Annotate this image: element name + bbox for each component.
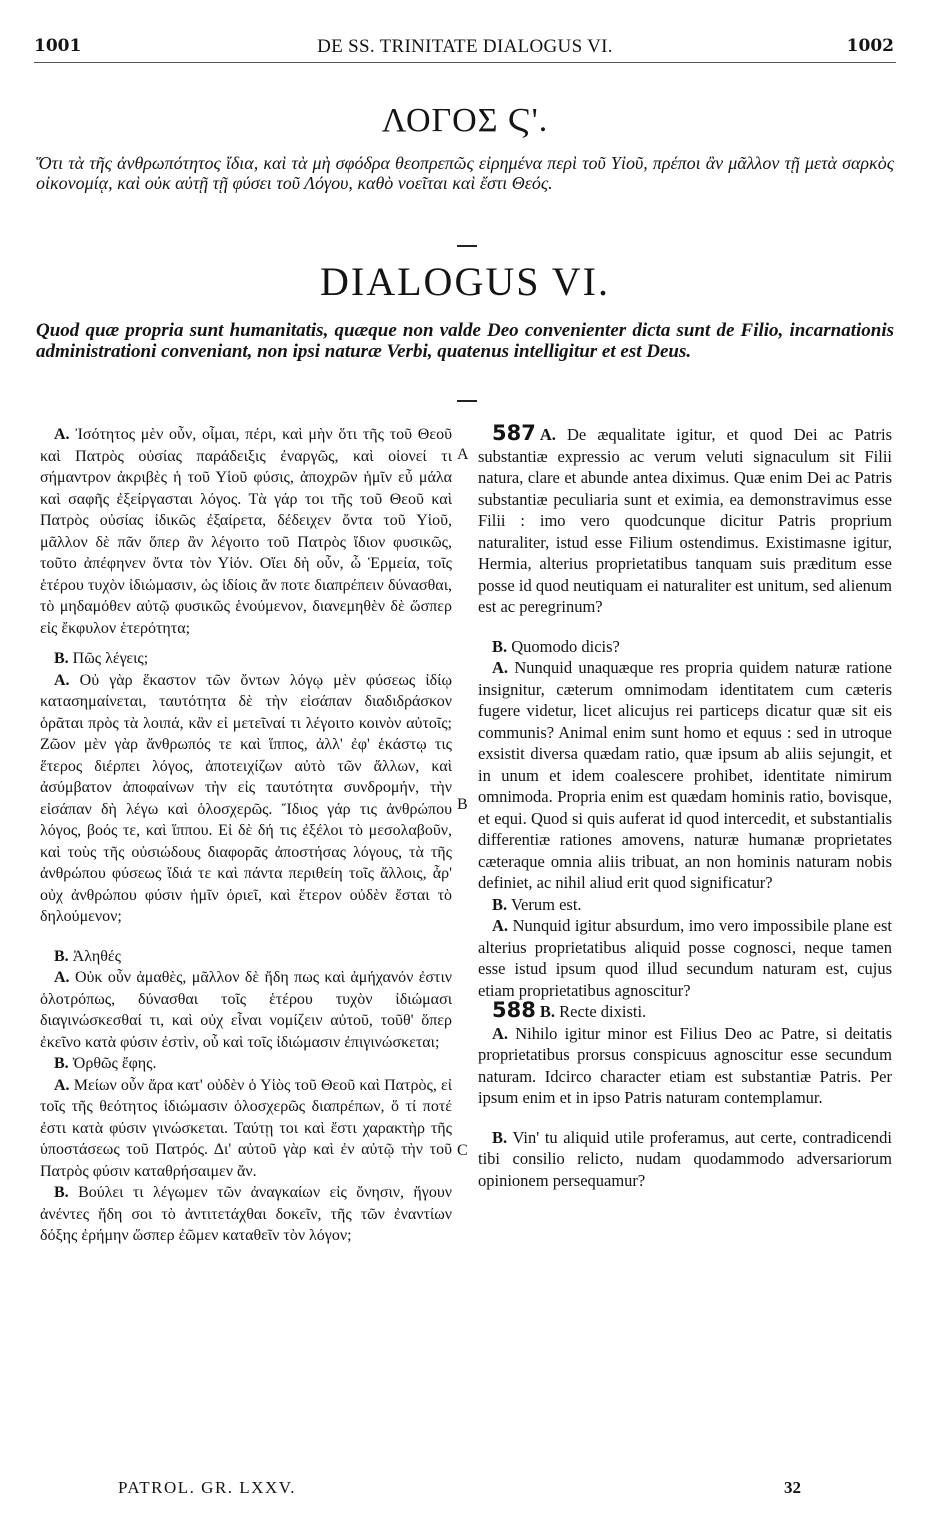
greek-heading: ΛΟΓΟΣ Ϛ'. [381, 102, 549, 139]
margin-letter: A [457, 446, 469, 463]
volume-signature: PATROL. GR. LXXV. [118, 1478, 297, 1497]
running-title: DE SS. TRINITATE DIALOGUS VI. [317, 36, 613, 57]
paragraph-text: Vin' tu aliquid utile proferamus, aut certe, contradicendi tibi consilio relicto, nudam quodammodo adversariorum opinionem persequamur? [478, 1127, 893, 1190]
paragraph-text: Nunquid unaquæque res propria quidem naturæ ratione insignitur, cæterum omnimodam identitatem cum cæteris fugere videtur, licet alicujus rei particeps dicatur quæ sit eis communis? Animal enim sunt homo et equus : sed in utroque exsistit diversa quædam ratio, quæ ipsum ab aliis sejungit, et in unum et idem coalescere prohibet, identitate nimirum omnimoda. Propria enim est quædam hominis ratio, bovisque, et equi. Quod si quis auferat id quod intercedit, et substantialis differentiæ rationes amovens, naturæ humanæ proprietates cæteraque omnia aliis tribuat, an non hominis naturam nobis definiet, ac nihil aliud erit quod significatur? [478, 658, 893, 892]
paragraph-text: Ὀρθῶς ἔφης. [72, 1055, 157, 1072]
latin-paragraph [478, 636, 892, 658]
speaker-label: A. [492, 1023, 509, 1043]
greek-paragraph [40, 424, 452, 639]
speaker-label: A. [539, 425, 556, 444]
paragraph-text: Recte dixisti. [559, 1002, 647, 1021]
speaker-label: B. [54, 650, 69, 667]
paragraph-text: Βούλει τι λέγωμεν τῶν ἀναγκαίων εἰς ὄνησιν, ἤγουν ἀνέντες ἤδη σοι τὸ ἀντιτετάχθαι δοκεῖν, τῆς τῶν ἐναντίων δόξης ἐρήμην ὥσπερ ἐῶμεν καταθεῖν τὸν λόγον; [40, 1184, 452, 1244]
speaker-label: B. [492, 894, 508, 914]
margin-letter: B [457, 796, 468, 813]
greek-paragraph [40, 1053, 452, 1075]
paragraph-text: Nunquid igitur absurdum, imo vero impossibile plane est alterius proprietatibus aliquid posse cognosci, neque tamen esse istud ipsum quod illud secundum naturam est, cujus etiam proprietatibus agnoscitur? [478, 916, 892, 1000]
greek-paragraph [40, 648, 452, 670]
speaker-label: A. [54, 671, 70, 689]
speaker-label: A. [54, 1076, 70, 1094]
right-page-number: 1002 [846, 36, 894, 56]
speaker-label: B. [492, 1127, 508, 1147]
latin-paragraph [478, 421, 892, 618]
speaker-label: B. [54, 1055, 69, 1072]
speaker-label: B. [492, 636, 508, 656]
paragraph-text: Nihilo igitur minor est Filius Deo ac Patre, si deitatis proprietatibus prorsus conspicuus agnoscitur esse secundum naturam. Idcirco character etiam est substantiæ Patris. Per ipsum enim et in ipso Patris naturam contemplamur. [478, 1023, 892, 1107]
section-number: 588 [492, 998, 536, 1022]
greek-paragraph [40, 670, 452, 928]
latin-heading: DIALOGUS VI. [320, 259, 610, 304]
speaker-label: A. [54, 426, 70, 443]
greek-argument: Ὅτι τὰ τῆς ἀνθρωπότητος ἴδια, καὶ τὰ μὴ σφόδρα θεοπρεπῶς εἰρημένα περὶ τοῦ Υἱοῦ, πρέποι ἂν μᾶλλον τῇ μετὰ σαρκὸς οἰκονομίᾳ, καὶ οὐκ αὐτῇ τῇ φύσει τοῦ Λόγου, καθὸ νοεῖται καὶ ἔστι Θεός. [36, 153, 894, 193]
greek-paragraph [40, 1075, 452, 1183]
latin-paragraph [478, 894, 892, 916]
paragraph-text: Quomodo dicis? [511, 636, 620, 656]
greek-paragraph [40, 1182, 452, 1247]
paragraph-text: Μείων οὖν ἄρα κατ' οὐδὲν ὁ Υἱὸς τοῦ Θεοῦ καὶ Πατρὸς, εἰ τοῖς τῆς θεότητος ἰδιώμασιν ὁλοσχερῶς διαπρέπων, ὅ τί ποτέ ἐστι κατὰ φύσιν γινώσκεται. Ταύτῃ τοι καὶ ἔστι χαρακτὴρ τῆς ὑποστάσεως τοῦ Πατρός. Δι' αὐτοῦ γὰρ καὶ ἐν αὐτῷ τὴν τοῦ Πατρὸς φύσιν καταθρήσαιμεν ἄν. [40, 1076, 453, 1180]
latin-paragraph [478, 915, 892, 1001]
latin-paragraph [478, 657, 892, 894]
paragraph-text: Οὐ γὰρ ἕκαστον τῶν ὄντων λόγῳ μὲν φύσεως ἰδίῳ κατασημαίνεται, ταυτότητα δὲ τὴν εἰσάπαν διαδιδράσκον ὁρᾶται πρὸς τὰ λοιπά, κἂν εἰ μετεῖναί τι λέγοιτο κοινὸν αὐτοῖς; Ζῶον μὲν γὰρ ἄνθρωπός τε καὶ ἵππος, ἀλλ' ἐφ' ἑκάστῳ τις ἕτερος διέρπει λόγος, ἀποτειχίζων αὐτὸ τῶν ἄλλων, καὶ ἀσύμβατον ἀποφαίνων τὴν εἰς ταυτότητα συνδρομήν, τὴν εἰσάπαν δὴ λέγω καὶ ὁλοσχερῶς. Ἴδιος γάρ τις ἀνθρώπου λόγος, βοός τε, καὶ ἵππου. Εἰ δὲ δή τις ἐξέλοι τὸ μεσολαβοῦν, καὶ τοὺς τῆς οὐσιώδους διαφορᾶς ἀποστήσας λόγους, τὰ τῆς ἀνθρώπου φύσεως ἴδιά τε καὶ πάντα περιθείη τοῖς ἄλλοις, ἆρ' οὐχ ἀνθρώπου φύσιν ἡμῖν ὁριεῖ, καὶ ἕτερον οὐδὲν ἔσται τὸ δηλούμενον; [40, 671, 452, 925]
speaker-label: B. [54, 1184, 69, 1201]
paragraph-text: Verum est. [510, 894, 582, 914]
left-page-number: 1001 [34, 36, 82, 56]
paragraph-text: Πῶς λέγεις; [72, 650, 149, 667]
greek-column [40, 424, 452, 1247]
speaker-label: A. [54, 969, 70, 986]
divider-dash [457, 245, 477, 247]
greek-paragraph [40, 967, 452, 1053]
paragraph-text: Οὐκ οὖν ἀμαθὲς, μᾶλλον δὲ ἤδη πως καὶ ἀμήχανόν ἐστιν ὁλοτρόπως, δύνασθαι τοῖς ἑτέρου τυχὸν ἰδιώμασι διαγινώσκεσθαί τι, καὶ οὐχ εἶναι νομίζειν αὐτοῦ, τοῦθ' ὅπερ ἐκεῖνο κατὰ φύσιν ἐστὶν, οὗ καὶ τοῖς ἰδιώμασιν ἐπιγινώσκεται; [40, 969, 453, 1051]
paragraph-text: Ἀληθές [72, 947, 121, 965]
paragraph-text: Ἰσότητος μὲν οὖν, οἶμαι, πέρι, καὶ μὴν ὅτι τῆς τοῦ Θεοῦ καὶ Πατρὸς οὐσίας παράδειξις ἐναργῶς, καὶ οἱονεί τι σήμαντρον ἀκριβὲς ἡ τοῦ Υἱοῦ φύσις, ἀποχρῶν ἡμῖν εὖ μάλα καὶ σαφῆς ἐξείργασται λόγος. Τὰ γάρ τοι τῆς τοῦ Θεοῦ καὶ Πατρὸς οὐσίας ἰδικῶς ἐξαίρετα, δέδειχεν ὄντα τοῦ Υἱοῦ, μᾶλλον δὲ πᾶν ὅπερ ἂν λέγοιτο τοῦ Πατρὸς ἴδιον φυσικῶς, τοῦτο ἀπέφηνεν ὄντα τὸν Υἱόν. Οἴει δὴ οὖν, ὦ Ἑρμεία, τοῖς ἑτέρου τυχὸν ἰδιώμασιν, ὡς ἰδίοις ἄν ποτε διαπρέπειν δύνασθαι, τὸ μηδαμόθεν αὐτῷ φυσικῶς ἑνούμενον, διανεμηθὲν δὲ ὥσπερ εἰς ἔκφυλον ἑτερότητα; [40, 426, 452, 637]
speaker-label: A. [492, 658, 509, 677]
header-rule [34, 62, 896, 63]
latin-paragraph [478, 998, 892, 1023]
margin-letter: C [457, 1142, 468, 1159]
paragraph-text: De æqualitate igitur, et quod Dei ac Patris substantiæ expressio ac verum veluti signaculum sit Filii natura, clare et abunde antea diximus. Quæ enim Dei ac Patris substantiæ peculiaria sunt et eximia, ea demonstravimus esse Filii : imo vero quodcunque dicitur Patris proprium naturaliter, istud esse Filium ostendimus. Existimasne igitur, Hermia, alterius proprietatibus tanquam suis præditum esse posse id quod neutiquam ei naturaliter est unitum, sed alienum est ac peregrinum? [478, 425, 892, 616]
latin-paragraph [478, 1023, 892, 1109]
section-number: 587 [492, 421, 536, 445]
speaker-label: B. [54, 947, 69, 965]
latin-column [478, 421, 893, 1191]
speaker-label: B. [539, 1002, 555, 1021]
latin-argument: Quod quæ propria sunt humanitatis, quæque non valde Deo convenienter dicta sunt de Filio, incarnationis administrationi conveniant, non ipsi naturæ Verbi, quatenus intelligitur et est Deus. [36, 320, 894, 362]
speaker-label: A. [492, 916, 509, 935]
divider-dash [457, 400, 477, 402]
latin-paragraph [478, 1127, 892, 1192]
signature-number: 32 [784, 1478, 801, 1497]
greek-paragraph [40, 946, 452, 968]
